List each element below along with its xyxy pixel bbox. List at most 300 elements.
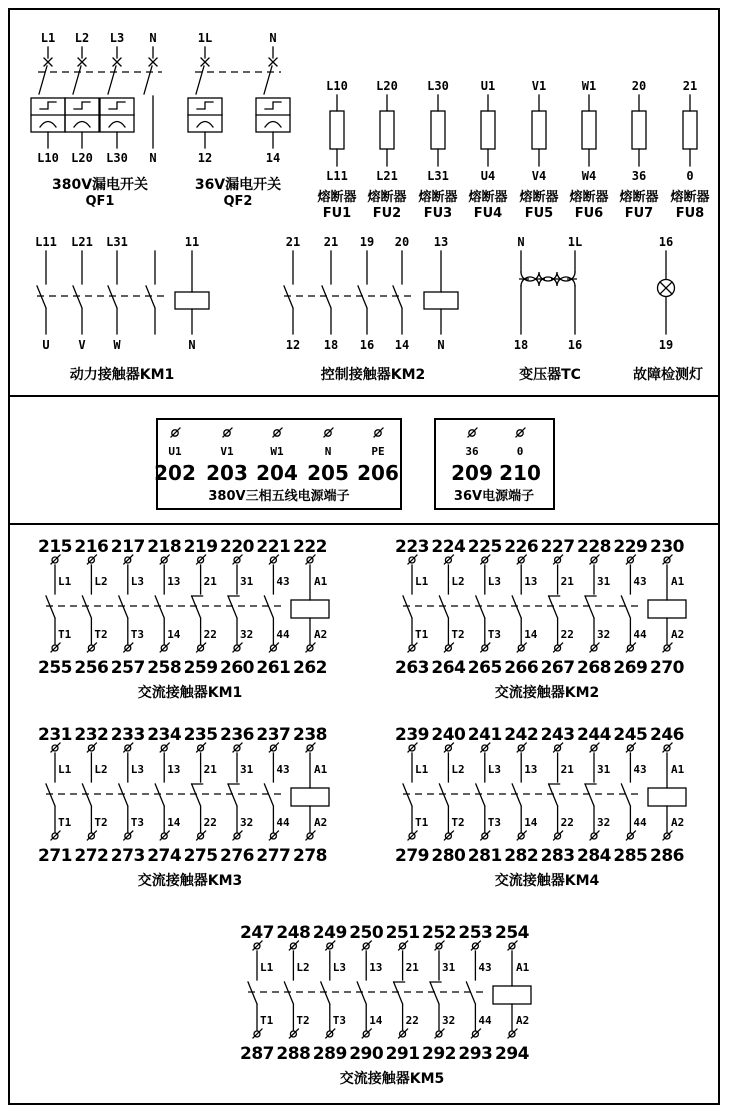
terminal-label: 36	[465, 445, 479, 458]
lamp-cross	[660, 282, 672, 294]
ac-contactor-km4	[395, 722, 705, 894]
contact-pole	[512, 753, 521, 832]
bottom-terminal-number: 276	[220, 846, 254, 866]
pole-label-top: L1	[58, 763, 72, 776]
coil	[648, 600, 686, 618]
fuse-body	[632, 111, 646, 149]
bottom-terminal-number: 255	[38, 658, 72, 678]
terminal-label: L20	[71, 151, 93, 165]
pole-label-bottom: 22	[560, 816, 574, 829]
top-terminal-number: 224	[431, 537, 466, 557]
contact-pole	[466, 951, 475, 1030]
fault-lamp	[630, 232, 706, 384]
pole-label-bottom: 14	[524, 816, 538, 829]
terminal-label: 36	[632, 169, 647, 183]
terminal-label: L30	[106, 151, 128, 165]
component-ref: FU2	[373, 206, 402, 221]
bottom-terminal-number: 267	[540, 658, 575, 678]
pole-label-bottom: T3	[130, 628, 145, 641]
pole-label-top: 31	[240, 575, 254, 588]
pole-label-bottom: 14	[369, 1014, 383, 1027]
bottom-terminal-number: 261	[256, 658, 291, 678]
pole-label-bottom: T2	[451, 628, 465, 641]
terminal-block-36v	[433, 415, 558, 515]
terminal-label: W4	[581, 169, 597, 183]
terminal-label: L10	[326, 79, 348, 93]
bottom-terminal-number: 285	[613, 846, 648, 866]
pole-label-bottom: 22	[405, 1014, 419, 1027]
terminal-block-380v	[155, 415, 405, 515]
pole-label-bottom: 32	[597, 816, 611, 829]
contactor-title: 交流接触器KM3	[137, 873, 243, 889]
terminal-label: 21	[285, 235, 301, 249]
top-terminal-number: 230	[650, 537, 684, 557]
winding-leads	[521, 251, 575, 334]
pole-label-bottom: 22	[203, 628, 217, 641]
contact-pole	[155, 753, 164, 832]
pole-label-top: 31	[597, 575, 611, 588]
pole-label-top: L3	[487, 763, 502, 776]
terminal-label: 12	[285, 338, 301, 352]
top-terminal-number: 215	[38, 537, 72, 557]
pole-label-top: 31	[597, 763, 611, 776]
terminal-label: 20	[632, 79, 647, 93]
bottom-terminal-number: 290	[349, 1044, 384, 1064]
top-terminal-number: 217	[110, 537, 145, 557]
fuse-body	[532, 111, 546, 149]
pole-label-bottom: 44	[478, 1014, 492, 1027]
coil-label-a1: A1	[671, 763, 685, 776]
bottom-terminal-number: 274	[147, 846, 182, 866]
fuse-fu5	[513, 78, 565, 228]
top-terminal-number: 229	[613, 537, 648, 557]
top-terminal-number: 240	[431, 725, 466, 745]
component-title: 380V漏电开关	[51, 177, 149, 193]
bottom-terminal-number: 277	[256, 846, 291, 866]
terminal-label: L20	[376, 79, 399, 93]
bottom-terminal-number: 260	[220, 658, 254, 678]
pole-label-top: 13	[524, 575, 538, 588]
contact-pole	[585, 753, 596, 832]
pole-label-top: 21	[560, 763, 574, 776]
coil-label-a2: A2	[314, 628, 328, 641]
bottom-terminal-number: 293	[458, 1044, 493, 1064]
pole-label-bottom: 22	[560, 628, 574, 641]
top-terminal-number: 247	[240, 923, 274, 943]
top-terminal-number: 234	[147, 725, 182, 745]
terminal-label: 1L	[197, 31, 213, 45]
pole-label-bottom: T1	[58, 628, 72, 641]
contact-pole	[357, 951, 366, 1030]
terminal-label: W	[113, 338, 121, 352]
ac-contactor-km3	[38, 722, 348, 894]
bottom-terminal-number: 265	[467, 658, 502, 678]
pole-label-top: L2	[296, 961, 310, 974]
component-ref: FU6	[574, 206, 604, 221]
pole-label-bottom: 32	[240, 816, 254, 829]
fuse-fu4	[462, 78, 514, 228]
pole-label-bottom: T3	[332, 1014, 347, 1027]
contact-pole	[394, 951, 405, 1030]
component-title: 控制接触器KM2	[320, 367, 426, 383]
pole-label-bottom: 44	[633, 628, 647, 641]
top-terminal-number: 251	[385, 923, 420, 943]
component-title: 熔断器	[317, 190, 357, 205]
contact-pole	[82, 565, 91, 644]
bottom-terminal-number: 271	[38, 846, 72, 866]
pole-label-top: 21	[405, 961, 419, 974]
terminal-label: U1	[168, 445, 182, 458]
pole-label-top: L2	[94, 575, 108, 588]
terminal-label: 20	[394, 235, 410, 249]
coil	[424, 292, 458, 309]
coil-label-a1: A1	[516, 961, 530, 974]
pole-label-top: 13	[369, 961, 383, 974]
terminal-number: 203	[206, 461, 248, 485]
bottom-terminal-number: 279	[395, 846, 429, 866]
top-terminal-number: 254	[495, 923, 529, 943]
component-ref: QF2	[223, 194, 253, 209]
terminal-label: 21	[323, 235, 339, 249]
component-title: 36V漏电开关	[194, 177, 282, 193]
component-ref: QF1	[85, 194, 115, 209]
pole-label-bottom: T2	[296, 1014, 310, 1027]
pole-label-top: L3	[332, 961, 347, 974]
bottom-terminal-number: 259	[183, 658, 218, 678]
breaker-qf1	[25, 28, 175, 208]
breaker-qf2	[178, 28, 298, 208]
terminal-label: 19	[658, 338, 674, 352]
top-terminal-number: 223	[395, 537, 429, 557]
bottom-terminal-number: 275	[183, 846, 218, 866]
pole-label-top: 13	[167, 763, 181, 776]
terminal-label: PE	[371, 445, 385, 458]
component-title: 熔断器	[670, 190, 710, 205]
coil-terminal-label: N	[188, 338, 196, 352]
bottom-terminal-number: 287	[240, 1044, 274, 1064]
bottom-terminal-number: 263	[395, 658, 429, 678]
block-title: 36V电源端子	[453, 489, 535, 504]
control-contactor-km2	[278, 232, 468, 384]
contact-pole	[476, 565, 485, 644]
terminal-label: 16	[359, 338, 375, 352]
top-terminal-number: 227	[540, 537, 575, 557]
transformer-tc	[495, 232, 605, 384]
top-terminal-number: 243	[540, 725, 575, 745]
terminal-number: 206	[357, 461, 399, 485]
top-terminal-number: 228	[577, 537, 611, 557]
fuse-body	[481, 111, 495, 149]
top-terminal-number: 238	[293, 725, 327, 745]
top-terminal-number: 237	[256, 725, 291, 745]
terminal-label: V1	[220, 445, 234, 458]
contact-pole	[46, 753, 55, 832]
pole-label-top: 13	[167, 575, 181, 588]
pole-label-top: L2	[94, 763, 108, 776]
pole-label-top: L1	[415, 575, 429, 588]
bottom-terminal-number: 282	[504, 846, 539, 866]
terminal-number: 210	[499, 461, 541, 485]
top-terminal-number: 244	[577, 725, 611, 745]
contact-pole	[621, 753, 630, 832]
coil-label-a2: A2	[671, 816, 685, 829]
contactor-title: 交流接触器KM2	[494, 685, 600, 701]
terminal-label: V	[78, 338, 86, 352]
pole-label-bottom: T3	[130, 816, 145, 829]
pole-label-top: 21	[560, 575, 574, 588]
terminal-label: L3	[109, 31, 125, 45]
contact-pole	[192, 753, 203, 832]
terminal-label: W1	[270, 445, 284, 458]
bottom-terminal-number: 288	[276, 1044, 311, 1064]
fuse-fu2	[361, 78, 413, 228]
terminal-label: L31	[426, 169, 449, 183]
terminal-label: 21	[682, 79, 698, 93]
top-terminal-number: 232	[74, 725, 109, 745]
component-ref: FU8	[675, 206, 705, 221]
ac-contactor-km1	[38, 534, 348, 706]
top-terminal-number: 248	[276, 923, 311, 943]
pole-label-top: L3	[487, 575, 502, 588]
component-ref: FU5	[524, 206, 553, 221]
section-divider-1	[8, 395, 720, 397]
bottom-terminal-number: 283	[540, 846, 575, 866]
top-terminal-number: 218	[147, 537, 182, 557]
contact-line-art	[37, 251, 192, 334]
pole-label-bottom: 32	[240, 628, 254, 641]
bottom-terminal-number: 266	[504, 658, 539, 678]
component-title: 变压器TC	[519, 367, 581, 383]
contact-pole	[439, 565, 448, 644]
contact-pole	[549, 753, 560, 832]
pole-label-top: 43	[276, 575, 290, 588]
pole-label-top: L1	[415, 763, 429, 776]
fuse-body	[380, 111, 394, 149]
terminal-label: N	[269, 31, 277, 45]
bottom-terminal-number: 270	[650, 658, 684, 678]
contact-pole	[46, 565, 55, 644]
pole-label-top: 43	[478, 961, 492, 974]
pole-label-top: 43	[633, 763, 647, 776]
contactor-title: 交流接触器KM4	[494, 873, 600, 889]
top-terminal-number: 219	[183, 537, 218, 557]
pole-label-bottom: T2	[451, 816, 465, 829]
top-terminal-number: 222	[293, 537, 327, 557]
coil	[493, 986, 531, 1004]
terminal-label: 14	[265, 151, 281, 165]
pole-label-top: L3	[130, 575, 145, 588]
component-ref: FU4	[473, 206, 503, 221]
bottom-terminal-number: 294	[495, 1044, 529, 1064]
pole-label-top: 21	[203, 575, 217, 588]
fuse-fu3	[412, 78, 464, 228]
terminal-label: L1	[40, 31, 56, 45]
top-terminal-number: 245	[613, 725, 648, 745]
bottom-terminal-number: 278	[293, 846, 327, 866]
terminal-label: 16	[567, 338, 583, 352]
pole-label-top: 21	[203, 763, 217, 776]
top-terminal-number: 225	[467, 537, 502, 557]
contact-pole	[192, 565, 203, 644]
bottom-terminal-number: 269	[613, 658, 648, 678]
contact-pole	[549, 565, 560, 644]
contact-line-art	[284, 251, 441, 334]
pole-label-bottom: 44	[633, 816, 647, 829]
top-terminal-number: 252	[422, 923, 456, 943]
terminal-number: 209	[451, 461, 493, 485]
pole-label-bottom: 14	[167, 628, 181, 641]
component-title: 熔断器	[569, 190, 609, 205]
terminal-label: 14	[394, 338, 410, 352]
terminal-label: 0	[686, 169, 694, 183]
terminal-label: V4	[531, 169, 546, 183]
pole-label-top: 13	[524, 763, 538, 776]
top-terminal-number: 226	[504, 537, 539, 557]
pole-label-top: L1	[260, 961, 274, 974]
coil-terminal-label: 11	[184, 235, 200, 249]
bottom-terminal-number: 257	[110, 658, 145, 678]
terminal-label: L2	[74, 31, 90, 45]
pole-label-top: L2	[451, 763, 465, 776]
contact-pole	[228, 565, 239, 644]
component-title: 动力接触器KM1	[69, 367, 175, 383]
terminal-label: 18	[323, 338, 339, 352]
contact-pole	[119, 753, 128, 832]
contact-pole	[82, 753, 91, 832]
terminal-label: L31	[106, 235, 128, 249]
contact-pole	[228, 753, 239, 832]
terminal-label: 12	[197, 151, 213, 165]
fuse-body	[582, 111, 596, 149]
pole-label-top: 31	[442, 961, 456, 974]
component-ref: FU3	[423, 206, 453, 221]
top-terminal-number: 242	[504, 725, 539, 745]
terminal-label: N	[517, 235, 525, 249]
contactor-title: 交流接触器KM5	[339, 1071, 445, 1087]
top-terminal-number: 236	[220, 725, 254, 745]
terminal-label: N	[149, 151, 157, 165]
terminal-label: 18	[513, 338, 529, 352]
fuse-body	[683, 111, 697, 149]
coil-label-a1: A1	[671, 575, 685, 588]
terminal-label: U1	[480, 79, 496, 93]
contact-pole	[512, 565, 521, 644]
terminal-label: L10	[37, 151, 59, 165]
coil	[291, 788, 329, 806]
fuse-body	[330, 111, 344, 149]
pole-label-bottom: 44	[276, 628, 290, 641]
terminal-label: N	[324, 445, 332, 458]
fuse-fu8	[664, 78, 716, 228]
pole-label-bottom: 14	[167, 816, 181, 829]
coil-terminal-label: N	[437, 338, 445, 352]
contact-pole	[476, 753, 485, 832]
pole-label-bottom: 14	[524, 628, 538, 641]
terminal-number: 204	[256, 461, 298, 485]
contact-pole	[403, 753, 412, 832]
top-terminal-number: 249	[312, 923, 347, 943]
top-terminal-number: 253	[458, 923, 493, 943]
component-title: 熔断器	[468, 190, 508, 205]
terminal-label: 1L	[567, 235, 583, 249]
bottom-terminal-number: 284	[577, 846, 611, 866]
component-title: 熔断器	[418, 190, 458, 205]
contact-pole	[621, 565, 630, 644]
contact-pole	[585, 565, 596, 644]
terminal-label: L11	[35, 235, 57, 249]
ac-contactor-km2	[395, 534, 705, 706]
pole-label-top: L1	[58, 575, 72, 588]
contact-pole	[248, 951, 257, 1030]
contact-pole	[264, 565, 273, 644]
bottom-terminal-number: 258	[147, 658, 182, 678]
component-title: 熔断器	[619, 190, 659, 205]
coil-terminal-label: 13	[433, 235, 449, 249]
component-title: 熔断器	[519, 190, 559, 205]
terminal-label: L21	[71, 235, 93, 249]
pole-label-bottom: T2	[94, 816, 108, 829]
bottom-terminal-number: 256	[74, 658, 109, 678]
pole-label-bottom: 32	[442, 1014, 456, 1027]
bottom-terminal-number: 264	[431, 658, 466, 678]
component-ref: FU1	[322, 206, 352, 221]
top-terminal-number: 233	[110, 725, 145, 745]
contact-pole	[403, 565, 412, 644]
pole-label-bottom: T1	[415, 816, 429, 829]
terminal-label: L30	[426, 79, 449, 93]
bottom-terminal-number: 281	[467, 846, 502, 866]
top-terminal-number: 220	[220, 537, 254, 557]
bottom-terminal-number: 280	[431, 846, 466, 866]
contact-pole	[155, 565, 164, 644]
top-terminal-number: 221	[256, 537, 291, 557]
pole-label-top: 43	[276, 763, 290, 776]
component-ref: FU7	[625, 206, 654, 221]
contact-pole	[284, 951, 293, 1030]
top-terminal-number: 235	[183, 725, 218, 745]
fuse-fu7	[613, 78, 665, 228]
terminal-label: 16	[658, 235, 674, 249]
coil-label-a2: A2	[516, 1014, 530, 1027]
pole-label-bottom: 44	[276, 816, 290, 829]
terminal-label: U4	[480, 169, 496, 183]
bottom-terminal-number: 268	[577, 658, 611, 678]
top-terminal-number: 239	[395, 725, 429, 745]
contact-pole	[321, 951, 330, 1030]
pole-label-top: L2	[451, 575, 465, 588]
terminal-label: N	[149, 31, 157, 45]
block-title: 380V三相五线电源端子	[208, 489, 350, 504]
top-terminal-number: 216	[74, 537, 109, 557]
fuse-fu1	[311, 78, 363, 228]
contact-pole	[439, 753, 448, 832]
screw-icons	[171, 428, 383, 437]
section-divider-2	[8, 523, 720, 525]
terminal-label: L11	[326, 169, 348, 183]
bottom-terminal-number: 289	[312, 1044, 347, 1064]
coil-label-a1: A1	[314, 575, 328, 588]
pole-label-bottom: 32	[597, 628, 611, 641]
pole-label-bottom: T2	[94, 628, 108, 641]
pole-label-top: 43	[633, 575, 647, 588]
fuse-body	[431, 111, 445, 149]
terminal-number: 205	[307, 461, 349, 485]
fuse-fu6	[563, 78, 615, 228]
top-terminal-number: 241	[467, 725, 502, 745]
bottom-terminal-number: 286	[650, 846, 684, 866]
pole-label-top: 31	[240, 763, 254, 776]
component-title: 故障检测灯	[633, 367, 703, 383]
